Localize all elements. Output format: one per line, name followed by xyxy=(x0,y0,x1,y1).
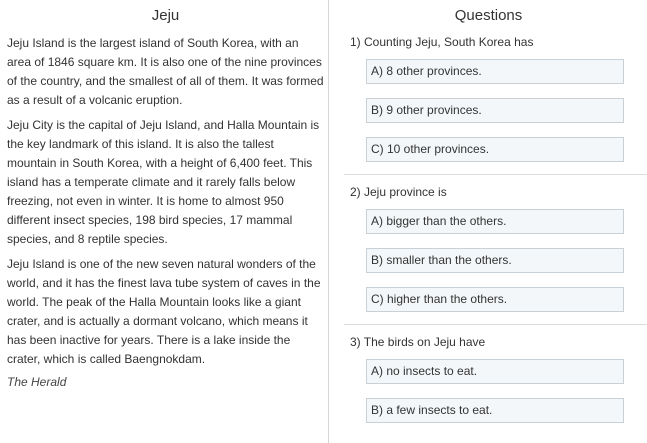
questions-title: Questions xyxy=(454,7,523,24)
answer-option-2c[interactable]: C) higher than the others. xyxy=(366,287,624,312)
answer-option-1b[interactable]: B) 9 other provinces. xyxy=(366,98,624,123)
answer-option-2b[interactable]: B) smaller than the others. xyxy=(366,248,624,273)
question-3 xyxy=(344,335,647,435)
answer-option-3b[interactable]: B) a few insects to eat. xyxy=(366,398,624,423)
question-2 xyxy=(344,185,647,325)
question-text: 3) The birds on Jeju have xyxy=(350,335,486,349)
passage-paragraph: Jeju City is the capital of Jeju Island, and Halla Mountain is the key landmark of this island. It is also the tallest mountain in South Korea, with a height of 6,400 feet. This island has a temperate climate and it rarely falls below freezing, not even in winter. It is home to almost 950 different insect species, 198 bird species, 17 mammal species, and 8 reptile species. xyxy=(7,118,320,246)
answer-option-1c[interactable]: C) 10 other provinces. xyxy=(366,137,624,162)
question-text: 2) Jeju province is xyxy=(350,185,447,199)
answer-option-3a[interactable]: A) no insects to eat. xyxy=(366,359,624,384)
passage-title: Jeju xyxy=(151,7,180,24)
questions-panel xyxy=(330,0,647,443)
question-1 xyxy=(344,35,647,175)
answer-option-2a[interactable]: A) bigger than the others. xyxy=(366,209,624,234)
passage-source: The Herald xyxy=(7,375,67,389)
answer-option-1a[interactable]: A) 8 other provinces. xyxy=(366,59,624,84)
passage-paragraph: Jeju Island is the largest island of South Korea, with an area of 1846 square km. It is also one of the nine provinces of the country, and the smallest of all of them. It was formed as a result of a volcanic eruption. xyxy=(7,36,324,107)
passage-paragraph: Jeju Island is one of the new seven natural wonders of the world, and it has the finest lava tube system of caves in the world. The peak of the Halla Mountain looks like a giant crater, and is actually a dormant volcano, which means it has been inactive for years. There is a lake inside the crater, which is called Baengnokdam. xyxy=(7,257,321,366)
question-text: 1) Counting Jeju, South Korea has xyxy=(350,35,534,49)
